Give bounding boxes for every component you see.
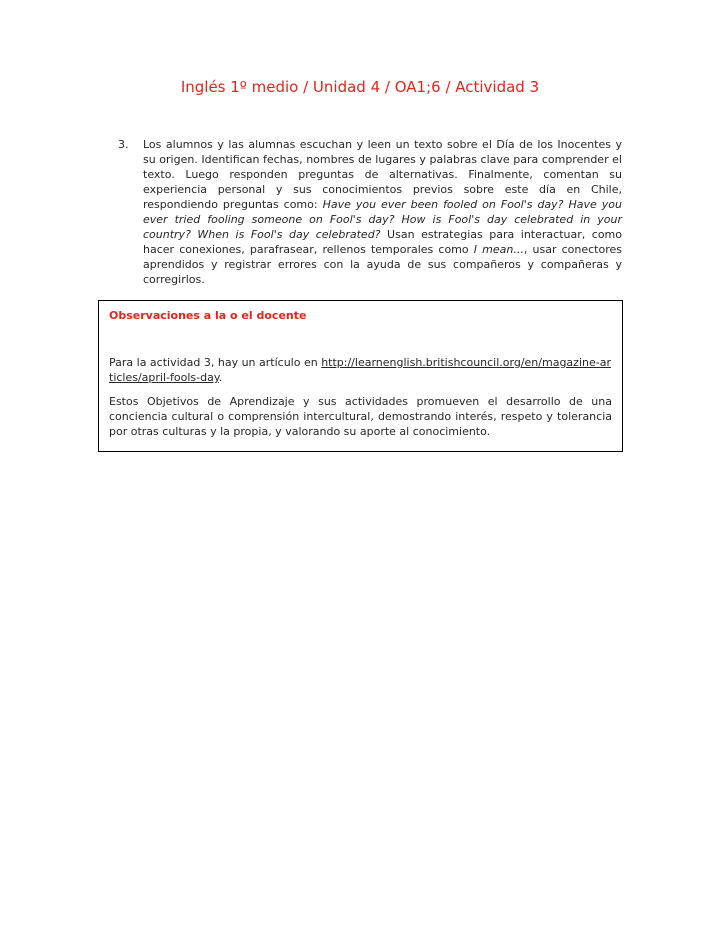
observations-body: Estos Objetivos de Aprendizaje y sus actividades promueven el desarrollo de una conciencia cultural o comprensión intercultural, demostrando interés, respeto y tolerancia por otras culturas y la propia, y valorando su aporte al conocimiento. xyxy=(109,395,612,438)
activity-paragraph: Los alumnos y las alumnas escuchan y leen un texto sobre el Día de los Inocentes y su origen. Identifican fechas, nombres de lugares y palabras clave para comprender el texto. Luego responden preguntas de alternativas. Finalmente, comentan su experiencia personal y sus conocimientos previos sobre este día en Chile, respondiendo preguntas como: Have you ever been fooled on Fool's day? Have you ever tried fooling someone on Fool's day? How is Fool's day celebrated in your country? When is Fool's day celebrated? Usan estrategias para interactuar, como hacer conexiones, parafrasear, rellenos temporales como I mean..., usar conectores aprendidos y registrar errores con la ayuda de sus compañeros y compañeras y corregirlos. xyxy=(143,138,622,286)
article-link[interactable]: http://learnenglish.britishcouncil.org/en/magazine-articles/april-fools-day xyxy=(109,356,611,384)
document-page xyxy=(0,0,720,452)
activity-item xyxy=(118,137,622,287)
observations-link-paragraph xyxy=(109,355,612,385)
page-title: Inglés 1º medio / Unidad 4 / OA1;6 / Actividad 3 xyxy=(180,78,540,96)
activity-number: 3. xyxy=(118,138,129,151)
observations-box xyxy=(98,300,623,452)
observations-heading: Observaciones a la o el docente xyxy=(109,309,307,322)
observations-intro-text: Para la actividad 3, hay un artículo en xyxy=(109,356,322,369)
observations-after-link: . xyxy=(218,371,223,384)
